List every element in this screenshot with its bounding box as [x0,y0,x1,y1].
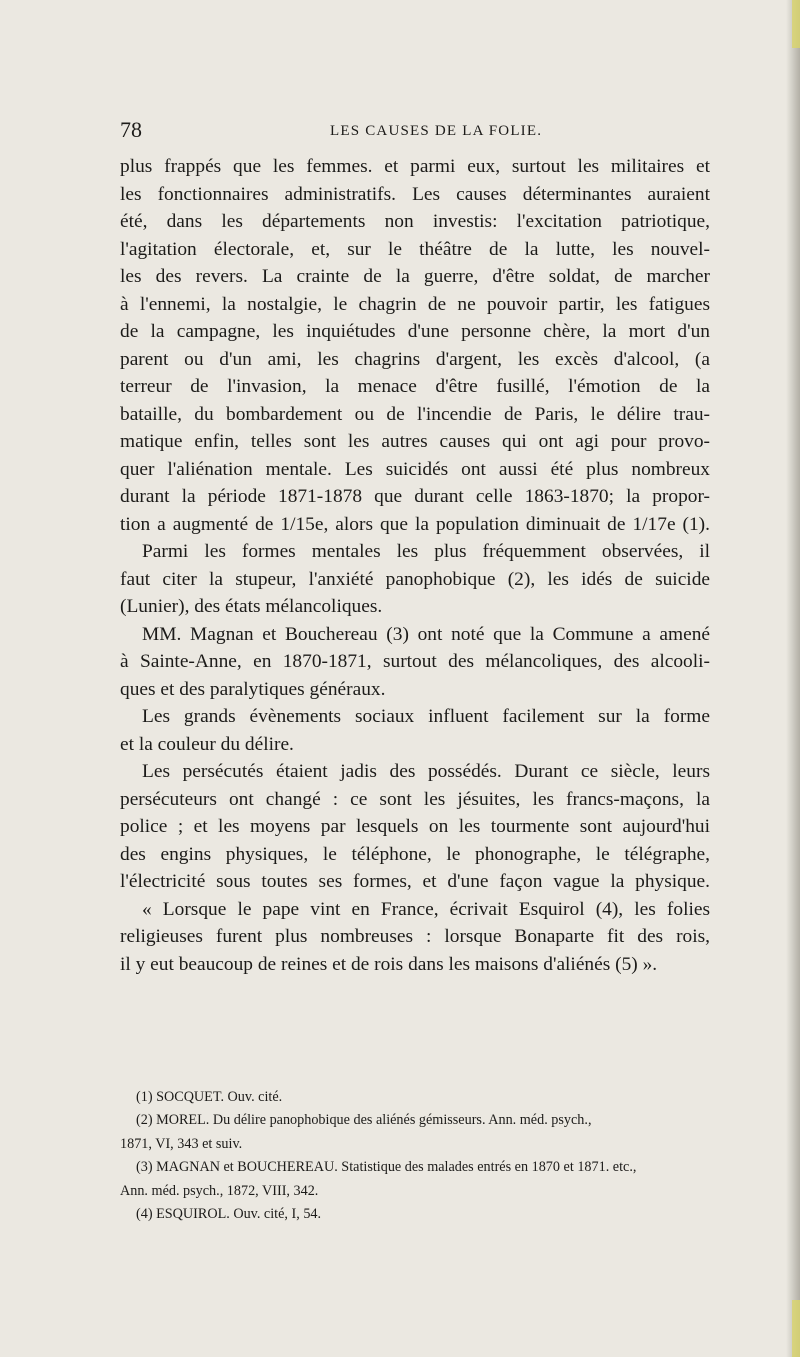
page-number: 78 [120,117,142,142]
text-line: (Lunier), des états mélancoliques. [120,596,383,617]
text-line: terreur de l'invasion, la menace d'être fusillé, l'émotion de la [120,376,710,397]
text-line: faut citer la stupeur, l'anxiété panophobique (2), les idés de suicide [120,568,710,590]
footnote-continuation: 1871, VI, 343 et suiv. [120,1135,243,1152]
text-line: religieuses furent plus nombreuses : lorsque Bonaparte fit des rois, [120,926,710,947]
text-line: et la couleur du délire. [120,733,294,755]
text-line: durant la période 1871-1878 que durant celle 1863-1870; la propor- [120,486,710,507]
text-line: quer l'aliénation mentale. Les suicidés ont aussi été plus nombreux [120,458,710,480]
text-line: l'agitation électorale, et, sur le théâtre de la lutte, les nouvel- [120,238,710,260]
text-line: matique enfin, telles sont les autres causes qui ont agi pour provo- [120,431,710,452]
text-line: tion a augmenté de 1/15e, alors que la population diminuait de 1/17e (1). [120,513,710,535]
page-header [120,119,710,141]
page-edge-shadow [786,0,800,1357]
body-text [120,153,710,978]
text-line: été, dans les départements non investis: l'excitation patriotique, [120,211,710,232]
footnote: (4) ESQUIROL. Ouv. cité, I, 54. [136,1205,322,1222]
text-line: à l'ennemi, la nostalgie, le chagrin de ne pouvoir partir, les fatigues [120,293,710,315]
footnotes [120,1086,710,1226]
text-line: Les grands évènements sociaux influent facilement sur la forme [142,706,710,727]
running-head: LES CAUSES DE LA FOLIE. [330,123,543,139]
text-line: à Sainte-Anne, en 1870-1871, surtout des mélancoliques, des alcooli- [120,651,710,672]
text-line: plus frappés que les femmes. et parmi eux, surtout les militaires et [120,156,710,177]
text-line: Les persécutés étaient jadis des possédés. Durant ce siècle, leurs [142,761,710,782]
text-line: Parmi les formes mentales les plus fréquemment observées, il [142,541,710,562]
footnote: (2) MOREL. Du délire panophobique des aliénés gémisseurs. Ann. méd. psych., [136,1112,592,1129]
footnote: (3) MAGNAN et BOUCHEREAU. Statistique des malades entrés en 1870 et 1871. etc., [136,1159,637,1176]
text-line: les des revers. La crainte de la guerre, d'être soldat, de marcher [120,266,710,287]
text-line: ques et des paralytiques généraux. [120,678,386,700]
footnote-continuation: Ann. méd. psych., 1872, VIII, 342. [120,1182,319,1199]
text-line: police ; et les moyens par lesquels on les tourmente sont aujourd'hui [120,816,710,837]
page-edge-mark-bottom [792,1300,800,1357]
text-line: persécuteurs ont changé : ce sont les jésuites, les francs-maçons, la [120,788,710,810]
text-line: des engins physiques, le téléphone, le phonographe, le télégraphe, [120,843,710,865]
text-line: les fonctionnaires administratifs. Les causes déterminantes auraient [120,183,710,205]
text-line: « Lorsque le pape vint en France, écrivait Esquirol (4), les folies [142,898,710,920]
text-line: l'électricité sous toutes ses formes, et d'une façon vague la physique. [120,871,710,892]
text-line: il y eut beaucoup de reines et de rois dans les maisons d'aliénés (5) ». [120,953,658,975]
footnote: (1) SOCQUET. Ouv. cité. [136,1089,283,1105]
page-edge-mark-top [792,0,800,48]
text-line: bataille, du bombardement ou de l'incendie de Paris, le délire trau- [120,403,710,425]
text-line: parent ou d'un ami, les chagrins d'argent, les excès d'alcool, (a [120,348,710,370]
text-line: MM. Magnan et Bouchereau (3) ont noté que la Commune a amené [142,623,710,645]
text-line: de la campagne, les inquiétudes d'une personne chère, la mort d'un [120,321,710,342]
